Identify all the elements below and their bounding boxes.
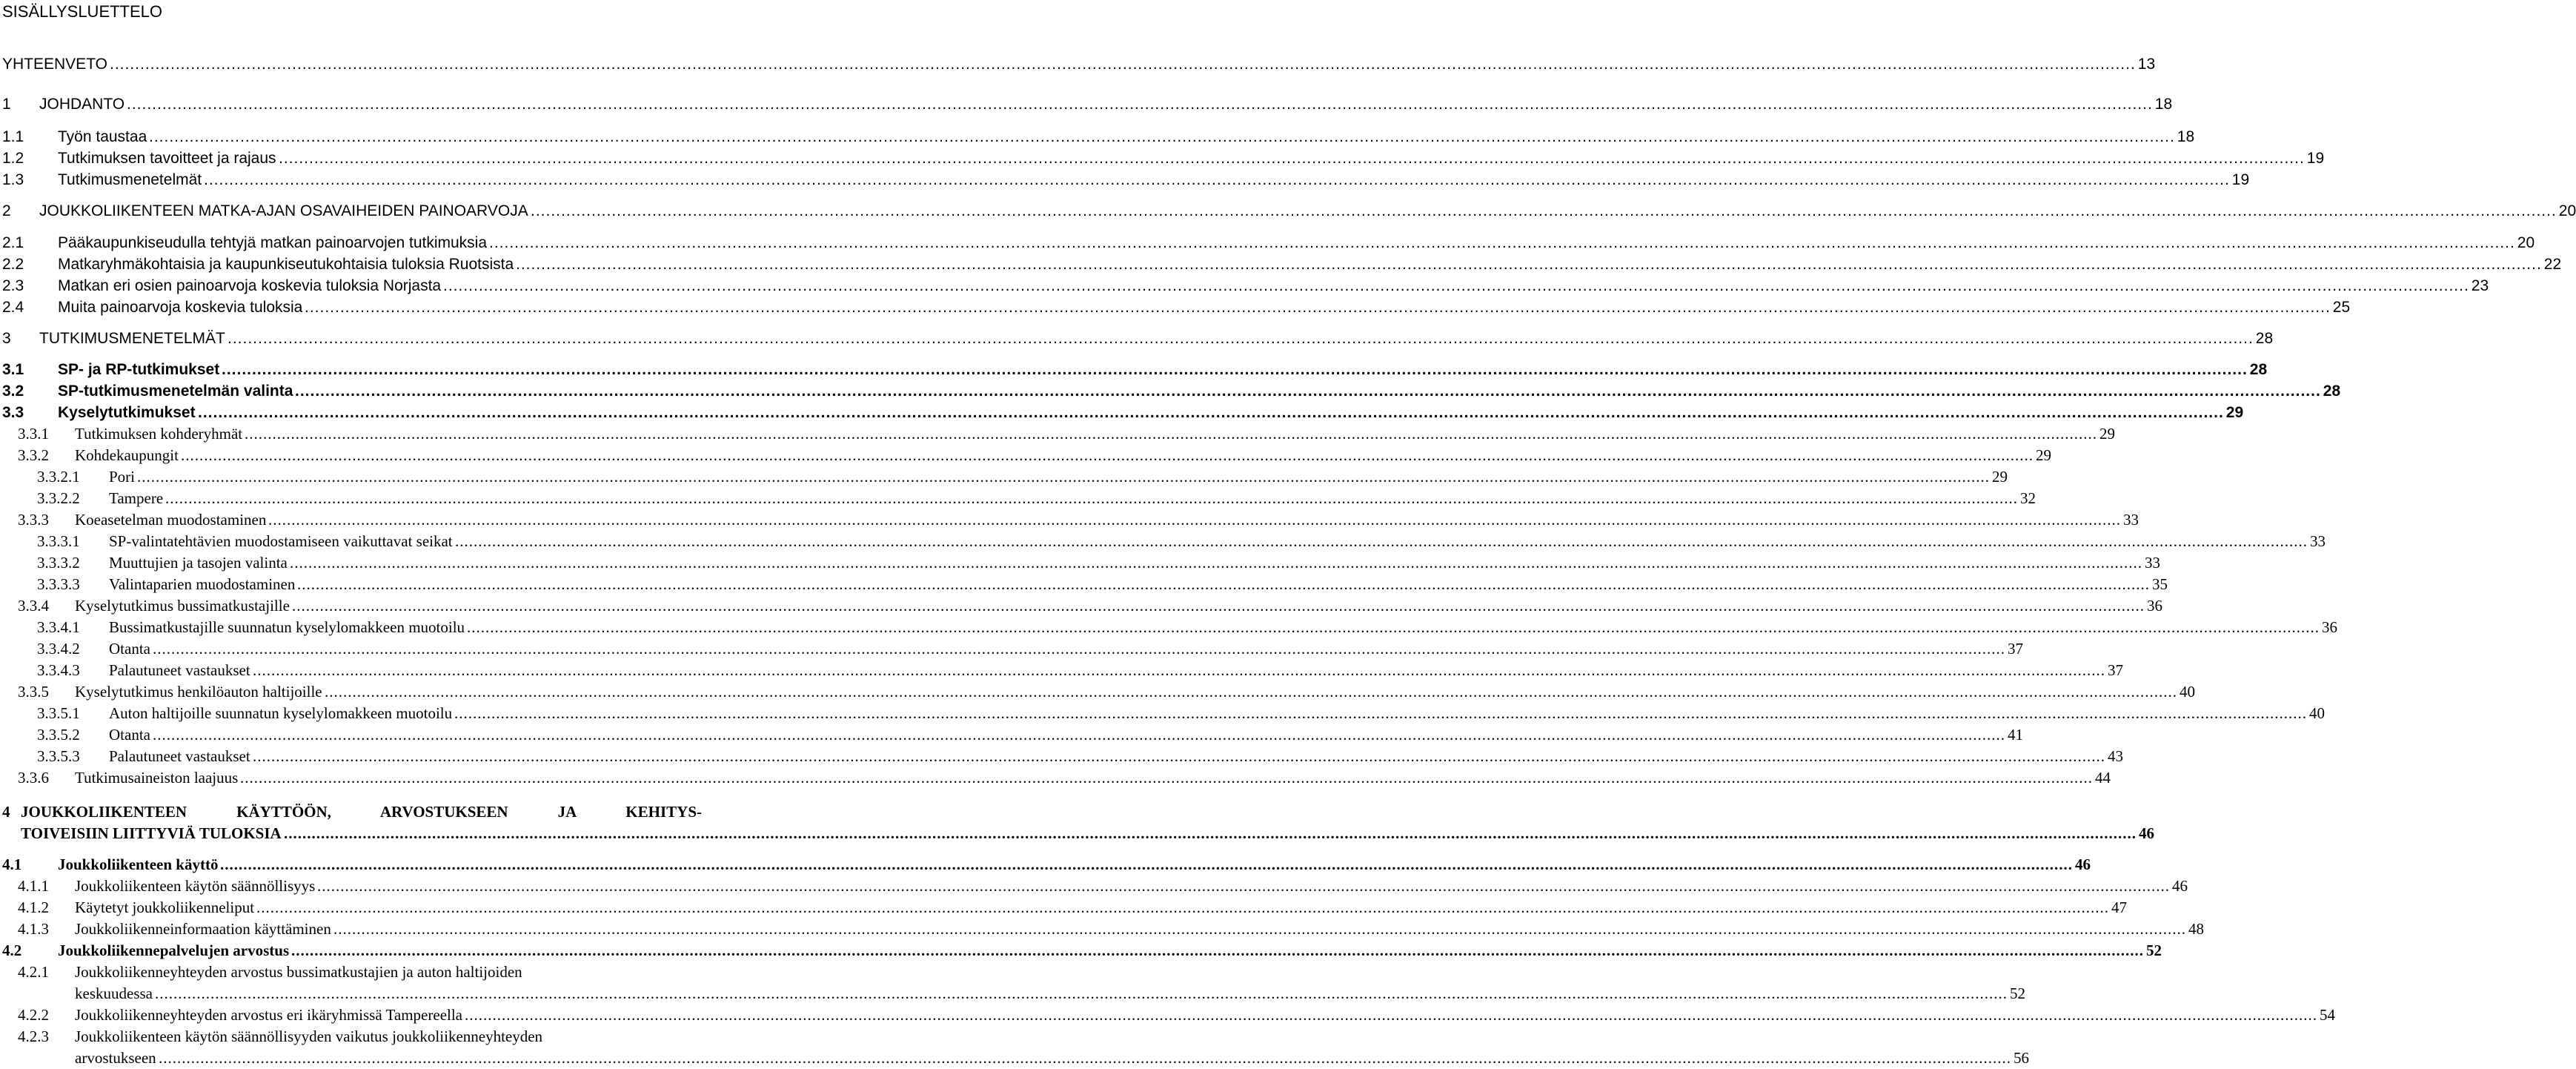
toc-entry[interactable] bbox=[0, 876, 2188, 897]
toc-entry-leader-group bbox=[150, 638, 2023, 660]
toc-entry-title: Kohdekaupungit bbox=[75, 446, 179, 464]
toc-entry-leader-group bbox=[225, 328, 2274, 349]
toc-entry-number: YHTEENVETO bbox=[2, 56, 107, 73]
toc-entry-title: Tutkimusmenetelmät bbox=[58, 171, 202, 188]
toc-entry-page-number: 40 bbox=[2180, 683, 2195, 701]
toc-leader-dots: ................................................................................................................................................................................................................................................................................................................................................................................................................ bbox=[245, 425, 2097, 443]
toc-entry-page-number: 46 bbox=[2172, 877, 2188, 895]
toc-entry-number: 3.3.5.2 bbox=[37, 726, 80, 744]
toc-entry-number: 1.1 bbox=[2, 128, 24, 145]
toc-entry-leader-group bbox=[453, 531, 2326, 552]
toc-entry[interactable] bbox=[0, 148, 2325, 169]
toc-entry-title: Tutkimuksen kohderyhmät bbox=[75, 425, 243, 443]
toc-entry-title: Joukkoliikenneinformaation käyttäminen bbox=[75, 920, 331, 938]
toc-leader-dots: ................................................................................................................................................................................................................................................................................................................................................................................................................ bbox=[295, 383, 2321, 400]
page-title: SISÄLLYSLUETTELO bbox=[2, 2, 163, 21]
toc-entry-number: 1.3 bbox=[2, 171, 24, 188]
toc-leader-dots: ................................................................................................................................................................................................................................................................................................................................................................................................................ bbox=[279, 150, 2305, 167]
toc-entry-title: Työn taustaa bbox=[58, 128, 147, 145]
toc-leader-dots: ................................................................................................................................................................................................................................................................................................................................................................................................................ bbox=[155, 984, 2008, 1002]
toc-entry[interactable] bbox=[0, 488, 2036, 509]
toc-entry-page-number: 46 bbox=[2075, 855, 2091, 873]
toc-entry-leader-group bbox=[163, 488, 2036, 509]
toc-leader-dots: ................................................................................................................................................................................................................................................................................................................................................................................................................ bbox=[149, 128, 2175, 145]
toc-entry-page-number: 19 bbox=[2231, 171, 2250, 188]
toc-entry-leader-group bbox=[288, 552, 2160, 574]
toc-entry-leader-group bbox=[202, 169, 2250, 191]
toc-entry-page-number: 43 bbox=[2108, 747, 2123, 765]
toc-entry-leader-group bbox=[290, 595, 2162, 617]
toc-entry-title: Kyselytutkimukset bbox=[58, 404, 196, 421]
toc-entry-title: Tutkimusaineiston laajuus bbox=[75, 769, 239, 787]
toc-entry[interactable] bbox=[0, 746, 2123, 767]
toc-entry-page-number: 23 bbox=[2471, 277, 2489, 294]
toc-entry-leader-group bbox=[238, 767, 2111, 789]
toc-entry-number: 3.3.2 bbox=[18, 446, 49, 464]
toc-entry[interactable] bbox=[0, 232, 2535, 254]
toc-entry-leader-group bbox=[302, 297, 2351, 318]
toc-entry-leader-group bbox=[322, 681, 2195, 703]
toc-entry-page-number: 37 bbox=[2108, 661, 2123, 679]
toc-entry-leader-group bbox=[219, 359, 2268, 380]
toc-entry-page-number: 54 bbox=[2320, 1006, 2335, 1024]
toc-entry[interactable] bbox=[0, 703, 2325, 724]
toc-entry-page-number: 28 bbox=[2249, 361, 2268, 378]
toc-leader-dots: ................................................................................................................................................................................................................................................................................................................................................................................................................ bbox=[325, 683, 2177, 701]
toc-entry-page-number: 44 bbox=[2095, 769, 2111, 787]
toc-entry-number: 2.3 bbox=[2, 277, 24, 294]
toc-entry-leader-group bbox=[125, 93, 2173, 115]
toc-entry-leader-group bbox=[266, 509, 2139, 531]
toc-entry[interactable] bbox=[0, 509, 2139, 531]
toc-entry-title-line1: Joukkoliikenteen käytön säännöllisyyden vaikutus joukkoliikenneyhteyden bbox=[75, 1027, 543, 1045]
toc-leader-dots: ................................................................................................................................................................................................................................................................................................................................................................................................................ bbox=[137, 468, 1990, 486]
toc-leader-dots: ................................................................................................................................................................................................................................................................................................................................................................................................................ bbox=[443, 277, 2469, 294]
toc-entry-leader-group bbox=[331, 919, 2204, 940]
toc-entry-page-number: 33 bbox=[2145, 554, 2160, 572]
toc-entry-title: Kyselytutkimus bussimatkustajille bbox=[75, 597, 290, 615]
toc-entry-title: Pääkaupunkiseudulla tehtyjä matkan painoarvojen tutkimuksia bbox=[58, 234, 488, 251]
toc-entry-title: Otanta bbox=[109, 640, 150, 658]
toc-entry-leader-group bbox=[452, 703, 2325, 724]
toc-entry-leader-group bbox=[179, 445, 2051, 466]
toc-entry-leader-group bbox=[289, 940, 2162, 962]
toc-leader-dots: ................................................................................................................................................................................................................................................................................................................................................................................................................ bbox=[489, 234, 2515, 251]
toc-leader-dots: ................................................................................................................................................................................................................................................................................................................................................................................................................ bbox=[268, 511, 2121, 529]
toc-leader-dots: ................................................................................................................................................................................................................................................................................................................................................................................................................ bbox=[198, 404, 2224, 421]
toc-entry-title: Kyselytutkimus henkilöauton haltijoille bbox=[75, 683, 322, 701]
toc-entry-leader-group bbox=[254, 897, 2127, 919]
toc-entry-title: Palautuneet vastaukset bbox=[109, 747, 250, 765]
toc-leader-dots: ................................................................................................................................................................................................................................................................................................................................................................................................................ bbox=[531, 202, 2557, 219]
toc-leader-dots: ................................................................................................................................................................................................................................................................................................................................................................................................................ bbox=[222, 361, 2248, 378]
toc-entry-leader-group bbox=[276, 148, 2325, 169]
toc-entry-title: JOHDANTO bbox=[39, 96, 125, 113]
toc-entry-number: 3.3.2.1 bbox=[37, 468, 80, 486]
toc-entry-title: Käytetyt joukkoliikenneliput bbox=[75, 898, 255, 916]
toc-entry-leader-group bbox=[147, 126, 2195, 148]
toc-entry-title: TUTKIMUSMENETELMÄT bbox=[39, 330, 225, 347]
toc-entry[interactable] bbox=[0, 380, 2341, 402]
toc-entry-leader-group bbox=[250, 660, 2123, 681]
toc-entry-number: 3.2 bbox=[2, 383, 24, 400]
toc-entry-page-number: 29 bbox=[1992, 468, 2008, 486]
toc-entry-page-number: 28 bbox=[2255, 330, 2274, 347]
toc-entry-page-number: 18 bbox=[2177, 128, 2195, 145]
toc-entry-number: 3.3.4.1 bbox=[37, 618, 80, 636]
toc-leader-dots: ................................................................................................................................................................................................................................................................................................................................................................................................................ bbox=[253, 661, 2105, 679]
toc-entry-number: 1.2 bbox=[2, 150, 24, 167]
toc-entry-number: 3.1 bbox=[2, 361, 24, 378]
toc-entry-title: Pori bbox=[109, 468, 136, 486]
toc-entry-leader-group bbox=[465, 617, 2337, 638]
toc-entry[interactable] bbox=[0, 402, 2244, 423]
toc-entry-title: Tutkimuksen tavoitteet ja rajaus bbox=[58, 150, 276, 167]
toc-leader-dots: ................................................................................................................................................................................................................................................................................................................................................................................................................ bbox=[284, 824, 2137, 842]
toc-entry-title: SP- ja RP-tutkimukset bbox=[58, 361, 220, 378]
toc-entry-page-number: 13 bbox=[2137, 56, 2156, 73]
toc-entry-page-number: 37 bbox=[2008, 640, 2023, 658]
toc-entry-page-number: 48 bbox=[2188, 920, 2204, 938]
toc-entry[interactable] bbox=[0, 767, 2111, 789]
toc-entry-page-number: 25 bbox=[2332, 299, 2351, 316]
toc-entry[interactable] bbox=[0, 531, 2326, 552]
toc-entry[interactable] bbox=[0, 445, 2051, 466]
toc-leader-dots: ................................................................................................................................................................................................................................................................................................................................................................................................................ bbox=[465, 1006, 2317, 1024]
toc-leader-dots: ................................................................................................................................................................................................................................................................................................................................................................................................................ bbox=[165, 489, 2018, 507]
toc-entry-page-number: 41 bbox=[2008, 726, 2023, 744]
toc-entry-leader-group bbox=[250, 746, 2123, 767]
toc-entry[interactable] bbox=[0, 681, 2195, 703]
toc-leader-dots: ................................................................................................................................................................................................................................................................................................................................................................................................................ bbox=[291, 941, 2144, 959]
toc-leader-dots: ................................................................................................................................................................................................................................................................................................................................................................................................................ bbox=[110, 56, 2136, 73]
toc-entry-title: Bussimatkustajille suunnatun kyselylomakkeen muotoilu bbox=[109, 618, 465, 636]
toc-entry-title-line2: TOIVEISIIN LIITTYVIÄ TULOKSIA bbox=[21, 824, 282, 842]
toc-entry-page-number: 28 bbox=[2323, 383, 2341, 400]
toc-entry-number: 4.1.3 bbox=[18, 920, 49, 938]
toc-entry[interactable] bbox=[0, 423, 2115, 445]
toc-entry-page-number: 47 bbox=[2111, 898, 2127, 916]
toc-leader-dots: ................................................................................................................................................................................................................................................................................................................................................................................................................ bbox=[220, 855, 2073, 873]
toc-entry[interactable] bbox=[0, 919, 2204, 940]
toc-entry-leader-group bbox=[514, 254, 2562, 275]
toc-entry[interactable] bbox=[0, 940, 2162, 962]
toc-entry-page-number: 52 bbox=[2010, 984, 2025, 1002]
toc-entry[interactable] bbox=[0, 275, 2489, 297]
toc-entry-leader-group bbox=[293, 380, 2341, 402]
toc-leader-dots: ................................................................................................................................................................................................................................................................................................................................................................................................................ bbox=[454, 704, 2307, 722]
toc-entry[interactable] bbox=[0, 574, 2168, 595]
toc-entry-leader-group bbox=[135, 466, 2008, 488]
toc-entry-title: Auton haltijoille suunnatun kyselylomakkeen muotoilu bbox=[109, 704, 453, 722]
toc-entry[interactable] bbox=[0, 466, 2008, 488]
toc-leader-dots: ................................................................................................................................................................................................................................................................................................................................................................................................................ bbox=[516, 256, 2542, 273]
toc-leader-dots: ................................................................................................................................................................................................................................................................................................................................................................................................................ bbox=[159, 1049, 2011, 1067]
toc-entry-page-number: 18 bbox=[2154, 96, 2173, 113]
toc-entry-page-number: 32 bbox=[2020, 489, 2036, 507]
toc-entry-number: 2 bbox=[2, 202, 11, 219]
toc-entry-number: 4.1 bbox=[2, 855, 22, 873]
toc-entry-page-number: 29 bbox=[2036, 446, 2051, 464]
toc-entry-leader-group bbox=[218, 854, 2091, 876]
toc-leader-dots: ................................................................................................................................................................................................................................................................................................................................................................................................................ bbox=[228, 330, 2254, 347]
toc-entry[interactable] bbox=[0, 93, 2173, 115]
toc-entry-page-number: 33 bbox=[2310, 532, 2326, 550]
toc-entry-page-number: 46 bbox=[2139, 824, 2154, 842]
toc-leader-dots: ................................................................................................................................................................................................................................................................................................................................................................................................................ bbox=[290, 554, 2142, 572]
toc-entry-number: 4.2 bbox=[2, 941, 22, 959]
toc-entry-page-number: 33 bbox=[2123, 511, 2139, 529]
toc-entry-leader-group bbox=[156, 1048, 2029, 1069]
toc-entry-leader-group bbox=[153, 983, 2025, 1005]
toc-entry-title: Joukkoliikennepalvelujen arvostus bbox=[58, 941, 290, 959]
toc-entry[interactable] bbox=[0, 297, 2351, 318]
toc-leader-dots: ................................................................................................................................................................................................................................................................................................................................................................................................................ bbox=[127, 96, 2153, 113]
toc-leader-dots: ................................................................................................................................................................................................................................................................................................................................................................................................................ bbox=[240, 769, 2093, 787]
toc-entry[interactable] bbox=[0, 552, 2160, 574]
toc-entry-page-number: 36 bbox=[2322, 618, 2337, 636]
toc-leader-dots: ................................................................................................................................................................................................................................................................................................................................................................................................................ bbox=[253, 747, 2105, 765]
toc-entry-page-number: 20 bbox=[2558, 202, 2576, 219]
toc-entry-page-number: 29 bbox=[2225, 404, 2244, 421]
toc-entry-page-number: 22 bbox=[2543, 256, 2562, 273]
toc-leader-dots: ................................................................................................................................................................................................................................................................................................................................................................................................................ bbox=[153, 640, 2005, 658]
toc-entry-title: Matkaryhmäkohtaisia ja kaupunkiseutukohtaisia tuloksia Ruotsista bbox=[58, 256, 514, 273]
toc-entry[interactable] bbox=[0, 126, 2195, 148]
toc-entry-number: 1 bbox=[2, 96, 11, 113]
toc-entry-title-line1: JOUKKOLIIKENTEEN KÄYTTÖÖN, ARVOSTUKSEEN JA KEHITYS- bbox=[21, 803, 702, 821]
toc-entry-number: 4.2.1 bbox=[18, 963, 49, 981]
toc-entry-page-number: 36 bbox=[2147, 597, 2162, 615]
toc-entry-title: Muita painoarvoja koskevia tuloksia bbox=[58, 299, 303, 316]
toc-entry-page-number: 56 bbox=[2014, 1049, 2029, 1067]
toc-entry-number: 3.3.3.3 bbox=[37, 575, 80, 593]
toc-entry-title-line1: Joukkoliikenneyhteyden arvostus eri ikäryhmissä Tampereella bbox=[75, 1006, 463, 1024]
toc-entry-title: Valintaparien muodostaminen bbox=[109, 575, 296, 593]
toc-leader-dots: ................................................................................................................................................................................................................................................................................................................................................................................................................ bbox=[256, 898, 2109, 916]
toc-entry-title-line2: arvostukseen bbox=[75, 1049, 156, 1067]
toc-entry-number: 3.3 bbox=[2, 404, 24, 421]
toc-entry[interactable] bbox=[0, 854, 2091, 876]
toc-entry-number: 3.3.1 bbox=[18, 425, 49, 443]
toc-entry-leader-group bbox=[295, 574, 2168, 595]
toc-entry-page-number: 52 bbox=[2146, 941, 2162, 959]
toc-entry-page-number: 19 bbox=[2306, 150, 2325, 167]
toc-entry-title: Muuttujien ja tasojen valinta bbox=[109, 554, 288, 572]
toc-entry[interactable] bbox=[0, 638, 2023, 660]
toc-entry-number: 3.3.5 bbox=[18, 683, 49, 701]
toc-entry-number: 4.1.2 bbox=[18, 898, 49, 916]
toc-entry-leader-group bbox=[107, 53, 2156, 75]
toc-entry-title: Koeasetelman muodostaminen bbox=[75, 511, 267, 529]
toc-entry-title: SP-valintatehtävien muodostamiseen vaikuttavat seikat bbox=[109, 532, 453, 550]
toc-leader-dots: ................................................................................................................................................................................................................................................................................................................................................................................................................ bbox=[305, 299, 2331, 316]
toc-entry[interactable] bbox=[0, 359, 2268, 380]
toc-entry-number: 3.3.5.3 bbox=[37, 747, 80, 765]
toc-entry-number: 4 bbox=[2, 803, 10, 821]
toc-entry-title-line1: Joukkoliikenneyhteyden arvostus bussimatkustajien ja auton haltijoiden bbox=[75, 963, 522, 981]
toc-entry-number: 3 bbox=[2, 330, 11, 347]
toc-entry-number: 4.1.1 bbox=[18, 877, 49, 895]
toc-entry[interactable] bbox=[0, 617, 2337, 638]
toc-entry-leader-group bbox=[487, 232, 2535, 254]
toc-entry-title: JOUKKOLIIKENTEEN MATKA-AJAN OSAVAIHEIDEN PAINOARVOJA bbox=[39, 202, 528, 219]
toc-entry-number: 3.3.4.3 bbox=[37, 661, 80, 679]
toc-entry[interactable] bbox=[0, 595, 2162, 617]
toc-leader-dots: ................................................................................................................................................................................................................................................................................................................................................................................................................ bbox=[292, 597, 2145, 615]
toc-entry-title: Tampere bbox=[109, 489, 164, 507]
toc-entry-number: 3.3.5.1 bbox=[37, 704, 80, 722]
toc-entry-number: 3.3.3.2 bbox=[37, 554, 80, 572]
toc-leader-dots: ................................................................................................................................................................................................................................................................................................................................................................................................................ bbox=[204, 171, 2230, 188]
toc-entry-number: 3.3.3 bbox=[18, 511, 49, 529]
toc-entry[interactable] bbox=[0, 897, 2127, 919]
toc-entry-page-number: 35 bbox=[2152, 575, 2168, 593]
toc-leader-dots: ................................................................................................................................................................................................................................................................................................................................................................................................................ bbox=[467, 618, 2320, 636]
toc-entry-number: 3.3.6 bbox=[18, 769, 49, 787]
toc-entry-leader-group bbox=[282, 823, 2154, 844]
toc-leader-dots: ................................................................................................................................................................................................................................................................................................................................................................................................................ bbox=[333, 920, 2186, 938]
toc-entry-number: 4.2.2 bbox=[18, 1006, 49, 1024]
toc-entry-title-line2: keskuudessa bbox=[75, 984, 153, 1002]
toc-entry-leader-group bbox=[242, 423, 2115, 445]
toc-entry-title: Joukkoliikenteen käytön säännöllisyys bbox=[75, 877, 316, 895]
toc-entry-number: 2.1 bbox=[2, 234, 24, 251]
toc-entry-leader-group bbox=[528, 200, 2576, 222]
toc-entry-page-number: 29 bbox=[2099, 425, 2115, 443]
toc-entry-leader-group bbox=[462, 1005, 2335, 1026]
toc-entry-number: 2.4 bbox=[2, 299, 24, 316]
toc-entry[interactable] bbox=[0, 328, 2274, 349]
toc-entry-page-number: 20 bbox=[2517, 234, 2535, 251]
toc-entry[interactable] bbox=[0, 254, 2562, 275]
toc-entry-title: SP-tutkimusmenetelmän valinta bbox=[58, 383, 293, 400]
toc-entry-leader-group bbox=[441, 275, 2489, 297]
toc-entry-title: Otanta bbox=[109, 726, 150, 744]
toc-entry-leader-group bbox=[150, 724, 2023, 746]
toc-entry-title: Palautuneet vastaukset bbox=[109, 661, 250, 679]
toc-leader-dots: ................................................................................................................................................................................................................................................................................................................................................................................................................ bbox=[181, 446, 2034, 464]
toc-entry[interactable] bbox=[0, 200, 2576, 222]
toc-leader-dots: ................................................................................................................................................................................................................................................................................................................................................................................................................ bbox=[153, 726, 2005, 744]
toc-entry-number: 4.2.3 bbox=[18, 1027, 49, 1045]
toc-entry[interactable] bbox=[0, 53, 2156, 75]
toc-entry[interactable] bbox=[0, 660, 2123, 681]
toc-entry-leader-group bbox=[315, 876, 2188, 897]
toc-entry-number: 3.3.3.1 bbox=[37, 532, 80, 550]
toc-entry-title: Joukkoliikenteen käyttö bbox=[58, 855, 219, 873]
toc-leader-dots: ................................................................................................................................................................................................................................................................................................................................................................................................................ bbox=[317, 877, 2170, 895]
toc-entry[interactable] bbox=[0, 169, 2250, 191]
toc-entry-number: 3.3.4.2 bbox=[37, 640, 80, 658]
toc-entry-page-number: 40 bbox=[2309, 704, 2325, 722]
toc-entry-number: 2.2 bbox=[2, 256, 24, 273]
toc-entry-number: 3.3.4 bbox=[18, 597, 49, 615]
toc-entry-leader-group bbox=[196, 402, 2244, 423]
toc-entry[interactable] bbox=[0, 724, 2023, 746]
toc-leader-dots: ................................................................................................................................................................................................................................................................................................................................................................................................................ bbox=[455, 532, 2308, 550]
toc-leader-dots: ................................................................................................................................................................................................................................................................................................................................................................................................................ bbox=[297, 575, 2150, 593]
toc-entry-title: Matkan eri osien painoarvoja koskevia tuloksia Norjasta bbox=[58, 277, 442, 294]
toc-entry-number: 3.3.2.2 bbox=[37, 489, 80, 507]
